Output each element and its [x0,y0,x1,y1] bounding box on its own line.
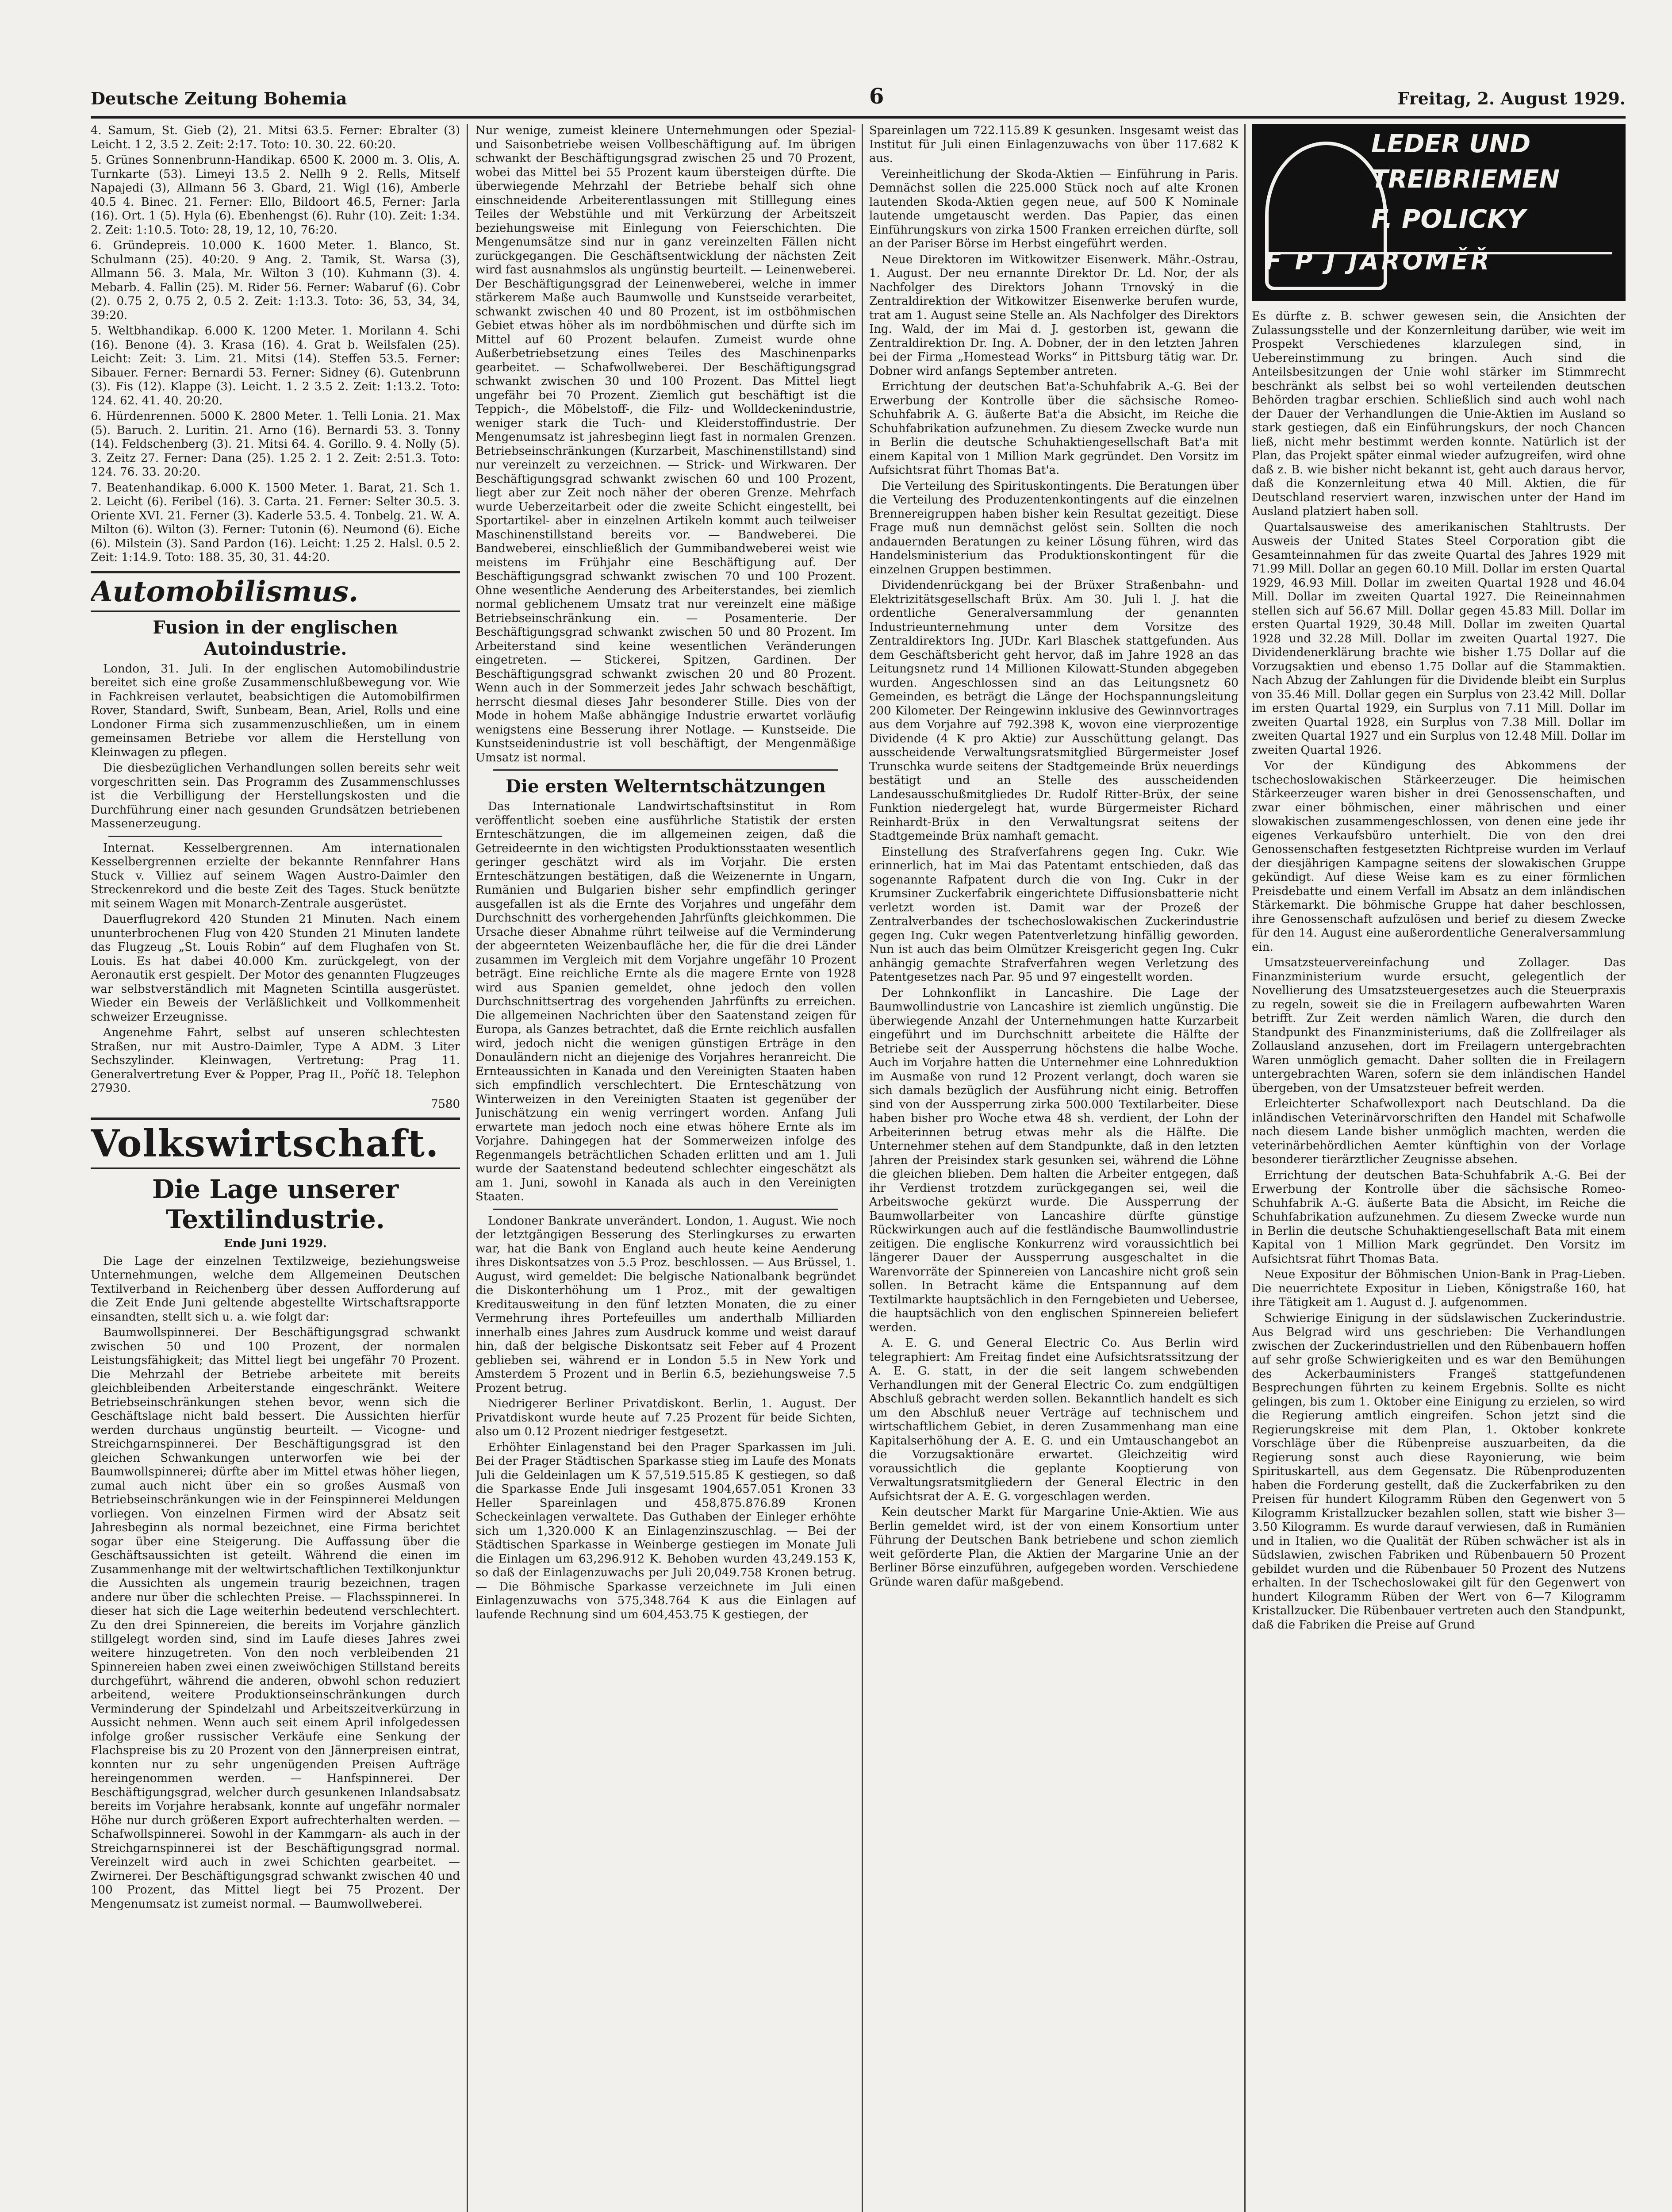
article-title-textil: Die Lage unserer Textilindustrie. [152,1174,399,1234]
header-rule [91,116,1626,119]
ad-code: 7580 [430,1097,460,1111]
article-paragraph: Neue Expositur der Böhmischen Union-Bank in Prag-Lieben. Die neuerrichtete Expositur in Lieben, Königstraße 160, hat ihre Tätigkeit am 1. August d. J. aufgenommen. [1252,1268,1626,1309]
article-paragraph: Die Verteilung des Spirituskontingents. Die Beratungen über die Verteilung des Produzentenkontingents auf die einzelnen Brennereigruppen haben bisher kein Resultat gezeitigt. Diese Frage muß nun demnächst gelöst sein. Sollten die noch andauernden Beratungen zu keiner Lösung führen, wird das Handelsministerium das Produktionskontingent für die einzelnen Gruppen bestimmen. [869,479,1239,576]
article-paragraph: Spareinlagen um 722.115.89 K gesunken. Insgesamt weist das Institut für Juli einen Einlagenzuwachs von über 117.682 K aus. [869,124,1239,165]
article-paragraph: A. E. G. und General Electric Co. Aus Berlin wird telegraphiert: Am Freitag findet eine Aufsichtsratssitzung der A. E. G. statt, in der die seit langem schwebenden Verhandlungen mit der General Electric Co. zum endgültigen Abschluß gebracht werden sollen. Bekanntlich handelt es sich um den Abschluß neuer Verträge auf technischem und wirtschaftlichem Gebiet, in deren Zusammenhang man eine Kapitalserhöhung der A. E. G. und ein Umtauschangebot an die Vorzugsaktionäre erwartet. Gleichzeitig wird voraussichtlich die geplante Kooptierung von Verwaltungsratsmitgliedern der General Electric in den Aufsichtsrat der A. E. G. vorgeschlagen werden. [869,1336,1239,1503]
article-paragraph: Das Internationale Landwirtschaftsinstitut in Rom veröffentlicht soeben eine ausführliche Statistik der ersten Ernteschätzungen, die im allgemeinen zeigen, daß die Getreideernte in den wichtigsten Produktionsstaaten wesentlich geringer geschätzt wird als im Vorjahr. Die ersten Ernteschätzungen bestätigen, daß die Weizenernte in Ungarn, Rumänien und Bulgarien bisher sehr empfindlich geringer ausgefallen ist als die Ernte des Vorjahres und ungefähr dem Durchschnitt des vorhergehenden Jahrfünfts gleichkommen. Die Ursache dieser Abnahme rührt teilweise auf die Verminderung der abgeernteten Weizenbaufläche her, die für die drei Länder zusammen im Vergleich mit dem Vorjahre ungefähr 10 Prozent beträgt. Eine reichliche Ernte als die magere Ernte von 1928 wird aus Spanien gemeldet, ohne jedoch den vollen Durchschnittsertrag des vorgehenden Jahrfünfts zu erreichen. Die allgemeinen Nachrichten über den Saatenstand zeigen für Europa, als Ganzes betrachtet, daß die Ernte reichlich ausfallen wird, jedoch nicht die wenigen günstigen Erträge in den Donauländern nicht an diejenige des Vorjahres heranreicht. Die Ernteaussichten in Kanada und den Vereinigten Staaten haben sich empfindlich verschlechtert. Die Ernteschätzung von Winterweizen in den Vereinigten Staaten ist gegenüber der Junischätzung ein wenig verringert worden. Anfang Juli erwartete man jedoch noch eine etwas höhere Ernte als im Vorjahre. Dahingegen hat der Sommerweizen infolge des Regenmangels beträchtlichen Schaden erlitten und am 1. Juli wurde der Saatenstand bedeutend schlechter eingeschätzt als am 1. Juni, sowohl in Kanada als auch in den Vereinigten Staaten. [476,800,856,1203]
column-1 [91,124,460,2212]
article-paragraph: Der Lohnkonflikt in Lancashire. Die Lage der Baumwollindustrie von Lancashire ist ziemlich ungünstig. Die überwiegende Anzahl der Unternehmungen hatte Kurzarbeit eingeführt und im Durchschnitt arbeitete die Hälfte der Betriebe seit der Aussperrung höchstens die halbe Woche. Auch im Vorjahre hatten die Unternehmer eine Lohnreduktion im Ausmaße von rund 12 Prozent verlangt, doch waren sie sich damals bezüglich der Ausführung nicht einig. Betroffen sind von der Aussperrung zirka 500.000 Textilarbeiter. Diese haben bisher pro Woche etwa 48 sh. verdient, der Lohn der Arbeiterinnen betrug etwas mehr als die Hälfte. Die Unternehmer stehen auf dem Standpunkte, daß in den letzten Jahren der Preisindex stark gesunken sei, während die Löhne die gleichen blieben. Dem halten die Arbeiter entgegen, daß ihr Verdienst trotzdem zurückgegangen sei, weil die Arbeitswoche gekürzt wurde. Die Aussperrung der Baumwollarbeiter von Lancashire dürfte günstige Rückwirkungen auch auf die festländische Baumwollindustrie zeitigen. Die englische Konkurrenz wird voraussichtlich bei längerer Dauer der Aussperrung ausgeschaltet in die Warenvorräte der Spinnereien von Lancashire nicht groß sein sollen. In Betracht käme die Entspannung auf dem Textilmarkte hauptsächlich in den Ferngebieten und Uebersee, die hauptsächlich von den englischen Spinnereien beliefert werden. [869,986,1239,1334]
article-title-welternte: Die ersten Welterntschätzungen [506,776,826,797]
article-paragraph: Schwierige Einigung in der südslawischen Zuckerindustrie. Aus Belgrad wird uns geschrieben: Die Verhandlungen zwischen der Zuckerindustriellen und den Rübenbauern hoffen auf sehr große Schwierigkeiten und es war den Bemühungen des Ackerbauministers Frangeš stattgefundenen Besprechungen führten zu keinem Ergebnis. Sollte es nicht gelingen, bis zum 1. Oktober eine Einigung zu erzielen, so wird die Regierung amtlich eingreifen. Schon jetzt sind die Regierungskreise mit dem Plan, 1. Oktober konkrete Vorschläge über die Rübenpreise auszuarbeiten, da die Regierung sonst auch diese Rayonierung, wie beim Spirituskartell, aus dem Gegensatz. Die Rübenproduzenten haben die Forderung gestellt, daß die Zuckerfabriken zu den Preisen für hundert Kilogramm Rüben den Gegenwert von 5 Kilogramm Kristallzucker bezahlen sollen, statt wie bisher 3—3.50 Kilogramm. Es wurde darauf verwiesen, daß in Rumänien und in Italien, wo die Qualität der Rüben schwächer ist als in Südslawien, zwischen Fabriken und Rübenbauern 50 Prozent gebildet wurden und die Rübenbauer 50 Prozent des Nutzens erhalten. In der Tschechoslowakei gilt für den Gegenwert von hundert Kilogramm Rüben der Wert von 6—7 Kilogramm Kristallzucker. Die Rübenbauer vertreten auch den Standpunkt, daß die Fabriken die Preise auf Grund [1252,1311,1626,1632]
column-3 [869,124,1239,2212]
ad-line: F. POLICKY [1371,204,1526,234]
page-number: 6 [869,84,884,109]
article-paragraph: London, 31. Juli. In der englischen Automobilindustrie bereitet sich eine große Zusammenschlußbewegung vor. Wie in Fachkreisen verlautet, beabsichtigen die Automobilfirmen Rover, Standard, Swift, Sunbeam, Bean, Ariel, Rolls und eine Londoner Firma sich zusammenzuschließen, um in einem gemeinsamen Betriebe vor allem die Herstellung von Kleinwagen zu pflegen. [91,662,460,759]
article-paragraph: Nur wenige, zumeist kleinere Unternehmungen oder Spezial- und Saisonbetriebe weisen Vollbeschäftigung auf. Im übrigen schwankt der Beschäftigungsgrad zwischen 25 und 70 Prozent, wobei das Mittel bei 55 Prozent kaum übersteigen dürfte. Die überwiegende Mehrzahl der Betriebe behalf sich ohne einschneidende Arbeiterentlassungen mit Stilllegung eines Teiles der Webstühle und mit Verkürzung der Arbeitszeit beziehungsweise mit Einlegung von Feierschichten. Die Mengenumsätze sind nur in ganz vereinzelten Fällen nicht zurückgegangen. Die Geschäftsentwicklung der nächsten Zeit wird fast ausnahmslos als ungünstig beurteilt. — Leinenweberei. Der Beschäftigungsgrad der Leinenweberei, welche in immer stärkerem Maße auch Baumwolle und Kunstseide verarbeitet, schwankt zwischen 40 und 80 Prozent, ist im ostböhmischen Gebiet etwas höher als im nordböhmischen und dürfte sich im Mittel auf 60 Prozent belaufen. Zumeist wurde ohne Außerbetriebsetzung eines Teiles des Maschinenparks gearbeitet. — Schafwollweberei. Der Beschäftigungsgrad schwankt zwischen 30 und 100 Prozent. Das Mittel liegt ungefähr bei 70 Prozent. Ziemlich gut beschäftigt ist die Teppich-, die Möbelstoff-, die Filz- und Wolldeckenindustrie, weniger stark die Tuch- und Kleiderstoffindustrie. Der Mengenumsatz ist jahresbeginn liegt fast in normalen Grenzen. Betriebseinschränkungen (Kurzarbeit, Maschinenstillstand) sind nur vereinzelt zu verzeichnen. — Strick- und Wirkwaren. Der Beschäftigungsgrad schwankt zwischen 60 und 100 Prozent, liegt aber zur Zeit noch näher der oberen Grenze. Mehrfach wurde Ueberzeitarbeit oder die zweite Schicht eingestellt, bei Sportartikel- aber in einzelnen Artikeln kommt auch teilweiser Maschinenstillstand bereits vor. — Bandweberei. Die Bandweberei, einschließlich der Gummibandweberei weist wie meistens im Frühjahr eine Beschäftigung auf. Der Beschäftigungsgrad schwankt zwischen 70 und 100 Prozent. Ohne wesentliche Aenderung des Arbeiterstandes, bei ziemlich normal geblichenem Umsatz trat nur vereinzelt eine mäßige Betriebseinschränkung ein. — Posamenteriе. Der Beschäftigungsgrad schwankt zwischen 50 und 80 Prozent. Im Arbeiterstand sind keine wesentlichen Veränderungen eingetreten. — Stickerei, Spitzen, Gardinen. Der Beschäftigungsgrad schwankt zwischen 20 und 80 Prozent. Wenn auch in der Sommerzeit jedes Jahr schwach beschäftigt, herrscht diesmal dieses Jahr besonderer Stille. Dies von der Mode in hohem Maße abhängige Industrie erwartet vorläufig wenigstens eine Besserung ihrer Notlage. — Kunstseide. Die Kunstseidenindustrie ist voll beschäftigt, der Mengenmäßige Umsatz ist normal. [476,124,856,764]
article-paragraph: Baumwollspinnerei. Der Beschäftigungsgrad schwankt zwischen 50 und 100 Prozent, der normalen Leistungsfähigkeit; das Mittel liegt bei ungefähr 70 Prozent. Die Mehrzahl der Betriebe arbeitete mit bereits gleichbleibenden Arbeiterstande eingeschränkt. Weitere Betriebseinschränkungen stehen bevor, wenn sich die Geschäftslage nicht bald bessert. Die Aussichten hierfür werden durchaus ungünstig beurteilt. — Vicogne- und Streichgarnspinnerei. Der Beschäftigungsgrad ist den gleichen Schwankungen unterworfen wie bei der Baumwollspinnerei; dürfte aber im Mittel etwas höher liegen, zumal auch nicht über ein so großes Ausmaß von Betriebseinschränkungen wie in der Feinspinnerei Meldungen vorliegen. Von einzelnen Firmen wird der Absatz seit Jahresbeginn als normal bezeichnet, eine Firma berichtet sogar über eine Steigerung. Die Auffassung über die Geschäftsaussichten ist geteilt. Während die einen im Zusammenhange mit der weltwirtschaftlichen Textilkonjunktur die Aussichten als ungemein traurig bezeichnen, tragen andere nur über die schlechten Preise. — Flachsspinnerei. In dieser hat sich die Lage weiterhin bedeutend verschlechtert. Zu den drei Spinnereien, die bereits im Vorjahre gänzlich stillgelegt worden sind, sind im Laufe dieses Jahres zwei weitere hinzugetreten. Von den noch verbleibenden 21 Spinnereien haben zwei einen zweiwöchigen Stillstand bereits durchgeführt, während die anderen, obwohl schon reduziert arbeitend, weitere Produktionseinschränkungen durch Verminderung der Spindelzahl und Arbeitszeitverkürzung in Aussicht nehmen. Wenn auch seit einem April infolgedessen infolge großer russischer Verkäufe eine Senkung der Flachspreise bis zu 20 Prozent von den Jännerpreisen eintrat, konnten nur zu sehr ungenügenden Preisen Aufträge hereingenommen werden. — Hanfspinnerei. Der Beschäftigungsgrad, welcher durch gesunkenen Inlandsabsatz bereits im Vorjahre herabsank, konnte auf ungefähr normaler Höhe nur durch größeren Export aufrechterhalten werden. — Schafwollspinnerei. Sowohl in der Kammgarn- als auch in der Streichgarnspinnerei ist der Beschäftigungsgrad normal. Vereinzelt wird auch in zwei Schichten gearbeitet. — Zwirnerei. Der Beschäftigungsgrad schwankt zwischen 40 und 100 Prozent, das Mittel liegt bei 75 Prozent. Der Mengenumsatz ist zumeist normal. — Baumwollweberei. [91,1326,460,1911]
article-paragraph: Errichtung der deutschen Bata-Schuhfabrik A.-G. Bei der Erwerbung der Kontrolle über die sächsische Romeo-Schuhfabrik A.-G. äußerte Bata die Absicht, im Reiche die Schuhfabrikation aufzunehmen. Zu diesem Zwecke wurde nun in Berlin die deutsche Schuhaktiengesellschaft Bata mit einem Kapital von 1 Million Mark gegründet. Den Vorsitz im Aufsichtsrat führt Thomas Bata. [1252,1168,1626,1266]
section-title-automobilismus: Automobilismus. [91,571,460,612]
article-paragraph: Einstellung des Strafverfahrens gegen Ing. Cukr. Wie erinnerlich, hat im Mai das Patentamt entschieden, daß das sogenannte Rafpatent durch die von Ing. Cukr in der Krumsiner Zuckerfabrik eingerichtete Diffusionsbatterie nicht verletzt worden ist. Damit war der Prozeß der Zentralverbandes der tschechoslowakischen Zuckerindustrie gegen Ing. Cukr wegen Patentverletzung hinfällig geworden. Nun ist auch das beim Olmützer Kreisgericht gegen Ing. Cukr anhängig gemachte Strafverfahren wegen Verletzung des Patentgesetzes nach Par. 95 und 97 eingestellt worden. [869,845,1239,984]
article-paragraph: Die Lage der einzelnen Textilzweige, beziehungsweise Unternehmungen, welche dem Allgemeinen Deutschen Textilverband in Reichenberg über dessen Aufforderung auf die Zeit Ende Juni geltende abgestellte Wirtschaftsrapporte einsandten, stellt sich u. a. wie folgt dar: [91,1254,460,1324]
article-paragraph: Kein deutscher Markt für Margarine Unie-Aktien. Wie aus Berlin gemeldet wird, ist der von einem Konsortium unter Führung der Deutschen Bank betriebene und schon ziemlich weit geförderte Plan, die Aktien der Margarine Unie an der Berliner Börse einzuführen, aufgegeben worden. Verschiedene Gründe waren dafür maßgebend. [869,1505,1239,1589]
ad-line: LEDER UND [1371,130,1531,158]
advertisement-leder [1252,124,1626,301]
article-paragraph: Errichtung der deutschen Bat'a-Schuhfabrik A.-G. Bei der Erwerbung der Kontrolle über die sächsische Romeo-Schuhfabrik A. G. äußerte Bat'a die Absicht, im Reiche die Schuhfabrikation aufzunehmen. Zu diesem Zwecke wurde nun in Berlin die deutsche Schuhaktiengesellschaft Bat'a mit einem Kapital von 1 Million Mark gegründet. Den Vorsitz im Aufsichtsrat führt Thomas Bat'a. [869,380,1239,477]
article-divider [493,1209,838,1210]
article-paragraph: Neue Direktoren im Witkowitzer Eisenwerk. Mähr.-Ostrau, 1. August. Der neu ernannte Direktor Dr. Ld. Nor, der als Nachfolger des Direktors Johann Trnovský in die Zentraldirektion der Witkowitzer Eisenwerke berufen wurde, trat am 1. August seine Stelle an. Als Nachfolger des Direktors Ing. Wald, der im Mai d. J. gestorben ist, gewann die Zentraldirektion Dr. Ing. A. Dobner, der in den letzten Jahren bei der Firma „Homestead Works“ in Pittsburg tätig war. Dr. Dobner wird anfangs September antreten. [869,253,1239,378]
article-paragraph: Quartalsausweise des amerikanischen Stahltrusts. Der Ausweis der United States Steel Corporation gibt die Gesamteinnahmen für das zweite Quartal des Jahres 1929 mit 71.99 Mill. Dollar an gegen 60.10 Mill. Dollar im ersten Quartal 1929, 46.93 Mill. Dollar im zweiten Quartal 1928 und 46.04 Mill. Dollar im zweiten Quartal 1927. Die Reineinnahmen stellen sich auf 56.67 Mill. Dollar gegen 45.83 Mill. Dollar im ersten Quartal 1929, 30.48 Mill. Dollar im zweiten Quartal 1928 und 32.28 Mill. Dollar im zweiten Quartal 1927. Die Dividendenerklärung brachte wie bisher 1.75 Dollar auf die Vorzugsaktien und ebenso 1.75 Dollar auf die Stammaktien. Nach Abzug der Zahlungen für die Dividende bleibt ein Surplus von 35.46 Mill. Dollar gegen ein Surplus von 23.42 Mill. Dollar im ersten Quartal 1929, ein Surplus von 7.11 Mill. Dollar im zweiten Quartal 1928, ein Surplus von 7.38 Mill. Dollar im zweiten Quartal 1927 und ein Surplus von 12.48 Mill. Dollar im zweiten Quartal 1926. [1252,520,1626,757]
column-4 [1252,124,1626,2212]
article-divider [108,836,442,837]
section-title-volkswirtschaft: Volkswirtschaft. [91,1118,460,1169]
column-rule [862,124,863,2212]
article-paragraph: Erhöhter Einlagenstand bei den Prager Sparkassen im Juli. Bei der Prager Städtischen Sparkasse stieg im Laufe des Monats Juli die Geldeinlagen um K 57,519.515.85 K gestiegen, so daß die Sparkasse Ende Juli insgesamt 1904,657.051 Kronen 33 Heller Spareinlagen und 458,875.876.89 Kronen Scheckeinlagen verwaltete. Das Guthaben der Einleger erhöhte sich um 1,320.000 K an Einlagenzinszuschlag. — Bei der Städtischen Sparkasse in Weinberge gestiegen im Monate Juli die Einlagen um 63,296.912 K. Behoben wurden 43,249.153 K, so daß der Einlagenzuwachs per Juli 20,049.758 Kronen betrug. — Die Böhmische Sparkasse verzeichnete im Juli einen Einlagenzuwachs von 575,348.764 K aus die Einlagen auf laufende Rechnung sind um 604,453.75 K gestiegen, der [476,1440,856,1621]
column-rule [467,124,468,2212]
article-paragraph: Umsatzsteuervereinfachung und Zollager. Das Finanzministerium wurde ersucht, gelegentlich der Novellierung des Umsatzsteuergesetzes auch die Steuerpraxis zu regeln, soweit sie die in Freilagern aufbewahrten Waren betrifft. Zur Zeit werden nämlich Waren, die durch den Standpunkt des Finanzministeriums, daß die Zollfreilager als Zollausland anzusehen, dort im Freilagern untergebrachten Waren unmöglich gemacht. Daher sollten die in Freilagern untergebrachten Waren, sofern sie dem inländischen Handel übergeben, von der Umsatzsteuer befreit werden. [1252,956,1626,1095]
article-paragraph: Angenehme Fahrt, selbst auf unseren schlechtesten Straßen, nur mit Austro-Daimler, Type A ADM. 3 Liter Sechszylinder. Kleinwagen, Vertretung: Prag 11. Generalvertretung Ever & Popper, Prag II., Poříč 18. Telephon 27930. [91,1026,460,1095]
article-paragraph: Erleichterter Schafwollexport nach Deutschland. Da die inländischen Veterinärvorschriften den Handel mit Schafwolle nach diesem Lande bisher unmöglich machten, werden die veterinärbehördlichen Aemter künftighin von der Vorlage besonderer tierärztlicher Zeugnisse absehen. [1252,1097,1626,1166]
article-paragraph: Dividendenrückgang bei der Brüxer Straßenbahn- und Elektrizitätsgesellschaft Brüx. Am 30. Juli l. J. hat die ordentliche Generalversammlung der genannten Industrieunternehmung unter dem Vorsitze des Zentraldirektors Ing. JUDr. Karl Blaschek stattgefunden. Aus dem Geschäftsbericht geht hervor, daß im Jahre 1928 an das Leitungsnetz rund 14 Millionen Kilowatt-Stunden abgegeben wurden. Angeschlossen sind an das Leitungsnetz 60 Gemeinden, es beträgt die Länge der Hochspannungsleitung 200 Kilometer. Der Reingewinn inklusive des Gewinnvortrages aus dem Vorjahre auf 792.398 K, wovon eine vierprozentige Dividende (4 K pro Aktie) zur Ausschüttung gelangt. Das ausscheidende Verwaltungsratsmitglied Bürgermeister Josef Trunschka wurde seitens der Stadtgemeinde Brüx neuerdings bestätigt und an Stelle des ausscheidenden Landesausschußmitgliedes Dr. Rudolf Ritter-Brüx, der seine Funktion niedergelegt hat, wurde Bürgermeister Richard Reinhardt-Brüx in den Verwaltungsrat seitens der Stadtgemeinde Brüx namhaft gemacht. [869,579,1239,843]
column-rule [1244,124,1246,2212]
ad-line: TREIBRIEMEN [1371,165,1560,194]
race-result: 5. Grünes Sonnenbrunn-Handikap. 6500 K. 2000 m. 3. Olis, A. Turnkarte (53). Limeyi 13.5 2. Nellh 9 2. Rells, Mitself Napajedi (3), Allmann 56 3. Gbard, 21. Wigl (16), Amberle 40.5 4. Binec. 21. Ferner: Ello, Bildoort 46.5, Ferner: Jarla (16). Ort. 1 (5). Hyla (6). Ebenhengst (6). Ruhr (10). Zeit: 1:34. 2. Zeit: 1:10.5. Toto: 28, 19, 12, 10, 76:20. [91,154,460,237]
article-paragraph: Die diesbezüglichen Verhandlungen sollen bereits sehr weit vorgeschritten sein. Das Programm des Zusammenschlusses ist die Verbilligung der Herstellungskosten und die Durchführung einer nach gesunden Grundsätzen betriebenen Massenerzeugung. [91,761,460,830]
article-paragraph: Londoner Bankrate unverändert. London, 1. August. Wie noch der letztgängigen Besserung des Sterlingkurses zu erwarten war, hat die Bank von England auch heute keine Aenderung ihres Diskontsatzes von 5.5 Proz. beschlossen. — Aus Brüssel, 1. August, wird gemeldet: Die belgische Nationalbank begründet die Diskonterhöhung um 1 Proz., mit der gewaltigen Kreditausweitung in den fünf letzten Monaten, die zu einer Vermehrung ihres Portefeuilles um anderthalb Milliarden innerhalb eines Jahres zum Ausdruck komme und weist darauf hin, daß der belgische Diskontsatz seit Feber auf 4 Prozent geblieben sei, während er in London 5.5 in New York und Amsterdem 5 Prozent und in Berlin 6.5, beziehungsweise 7.5 Prozent betrug. [476,1214,856,1395]
article-paragraph: Vor der Kündigung des Abkommens der tschechoslowakischen Stärkeerzeuger. Die heimischen Stärkeerzeuger waren bisher in drei Genossenschaften, und zwar einer böhmischen, einer mährischen und einer slowakischen zusammengeschlossen, von denen eine jede ihr eigenes Verkaufsbüro unterhielt. Die von den drei Genossenschaften festgesetzten Richtpreise wurden im Verlauf der diesjährigen Kampagne seitens der slowakischen Gruppe gekündigt. Auf diese Weise kam es zu einer förmlichen Preisdebatte und einem Verfall im Absatz an dem inländischen Stärkemarkt. Die böhmische Gruppe hat daher beschlossen, ihre Genossenschaft aufzulösen und berief zu diesem Zwecke für den 14. August eine außerordentliche Generalversammlung ein. [1252,759,1626,954]
race-result: 4. Samum, St. Gieb (2), 21. Mitsi 63.5. Ferner: Ebralter (3) Leicht. 1 2, 3.5 2. Zeit: 2:17. Toto: 10. 30. 22. 60:20. [91,124,460,151]
article-title-fusion: Fusion in der englischen Autoindustrie. [153,617,398,659]
ad-line: F P J JAROMĚŘ [1265,247,1492,275]
issue-date: Freitag, 2. August 1929. [1397,88,1626,108]
column-2 [476,124,856,2212]
race-result: 7. Beatenhandikap. 6.000 K. 1500 Meter. 1. Barat, 21. Sch 1. 2. Leicht (6). Feribel (16). 3. Carta. 21. Ferner: Selter 30.5. 3. Oriente XVI. 21. Ferner (3). Kaderle 53.5. 4. Tonbelg. 21. W. A. Milton (6). Wilton (3). Ferner: Tutonin (6). Neumond (6). Eiche (6). Milstein (3). Sand Pardon (16). Leicht: 1.25 2. Halsl. 0.5 2. Zeit: 1:14.9. Toto: 188. 35, 30, 31. 44:20. [91,481,460,564]
newspaper-name: Deutsche Zeitung Bohemia [91,88,347,108]
article-dateline: Ende Juni 1929. [224,1237,327,1250]
race-result: 5. Weltbhandikap. 6.000 K. 1200 Meter. 1. Morilann 4. Schi (16). Benone (4). 3. Krasa (16). 4. Grat b. Weilsfalen (25). Leicht: Zeit: 3. Lim. 21. Mitsi (14). Steffen 53.5. Ferner: Sibauer. Ferner: Bernardi 53. Ferner: Sidney (6). Gutenbrunn (3). Fis (12). Klappe (3). Leicht. 1. 2 3.5 2. Zeit: 1:13.2. Toto: 124. 62. 41. 40. 20:20. [91,324,460,407]
race-result: 6. Hürdenrennen. 5000 K. 2800 Meter. 1. Telli Lonia. 21. Max (5). Baruch. 2. Luritin. 21. Arno (16). Bernardi 53. 3. Tonny (14). Feldschenberg (3). 21. Mitsi 64. 4. Gorillo. 9. 4. Nolly (5). 3. Zeitz 27. Ferner: Dana (25). 1.25 2. 1 2. Zeit: 2:51.3. Toto: 124. 76. 33. 20:20. [91,410,460,479]
article-paragraph: Internat. Kesselbergrennen. Am internationalen Kesselbergrennen erzielte der bekannte Rennfahrer Hans Stuck v. Villiez auf seinem Wagen Austro-Daimler den Streckenrekord und die beste Zeit des Tages. Stuck benützte mit seinem Wagen mit Monarch-Zentrale ausgerüstet. [91,841,460,910]
running-head [91,84,1626,111]
article-divider [493,769,838,771]
race-result: 6. Gründepreis. 10.000 K. 1600 Meter. 1. Blanco, St. Schulmann (25). 40:20. 9 Ang. 2. Tamik, St. Warsa (3), Allmann 56. 3. Mala, Mr. Wilton 3 (10). Kuhmann (3). 4. Mebarb. 4. Fallin (25). M. Rider 56. Ferner: Wabaruf (6). Cobr (2). 0.75 2, 0.75 2, 0.5 2. Zeit: 1:13.3. Toto: 36, 53, 34, 34, 39:20. [91,239,460,322]
article-paragraph: Niedrigerer Berliner Privatdiskont. Berlin, 1. August. Der Privatdiskont wurde heute auf 7.25 Prozent für beide Sichten, also um 0.12 Prozent niedriger festgesetzt. [476,1397,856,1438]
article-paragraph: Vereinheitlichung der Skoda-Aktien — Einführung in Paris. Demnächst sollen die 225.000 Stück noch auf alte Kronen lautenden Skoda-Aktien gegen neue, auf 500 K Nominale lautende umgetauscht werden. Das Papier, das einen Einführungskurs von zirka 1500 Franken erreichen dürfte, soll an der Pariser Börse im Herbst eingeführt werden. [869,167,1239,250]
article-paragraph: Es dürfte z. B. schwer gewesen sein, die Ansichten der Zulassungsstelle und der Konzernleitung darüber, wie weit im Prospekt Verschiedenes klarzulegen sind, in Uebereinstimmung zu bringen. Auch sind die Anteilsbesitzungen der Unie wohl stärker im Stimmrecht beschränkt als selbst bei so wohl verteilenden deutschen Behörden tragbar erschien. Schließlich sind auch wohl nach der Dauer der Verhandlungen die Unie-Aktien im Ausland so stark gestiegen, daß ein Einführungskurs, der noch Chancen ließ, nicht mehr bestimmt werden konnte. Natürlich ist der Plan, das Projekt später einmal wieder aufzugreifen, wird ohne daß z. B. wie bisher nicht bekannt ist, geht auch daraus hervor, daß die Konzernleitung etwa 40 Mill. Aktien, die für Deutschland reserviert waren, inzwischen unter der Hand im Ausland platziert haben soll. [1252,310,1626,518]
article-paragraph: Dauerflugrekord 420 Stunden 21 Minuten. Nach einem ununterbrochenen Flug von 420 Stunden 21 Minuten landete das Flugzeug „St. Louis Robin“ auf dem Flughafen von St. Louis. Es hat dabei 40.000 Km. zurückgelegt, von der Aeronautik erst gespielt. Der Motor des genannten Flugzeuges war selbstverständlich mit Magneten Scintilla ausgerüstet. Wieder ein Beweis der Verläßlichkeit und Vollkommenheit schweizer Erzeugnisse. [91,913,460,1024]
